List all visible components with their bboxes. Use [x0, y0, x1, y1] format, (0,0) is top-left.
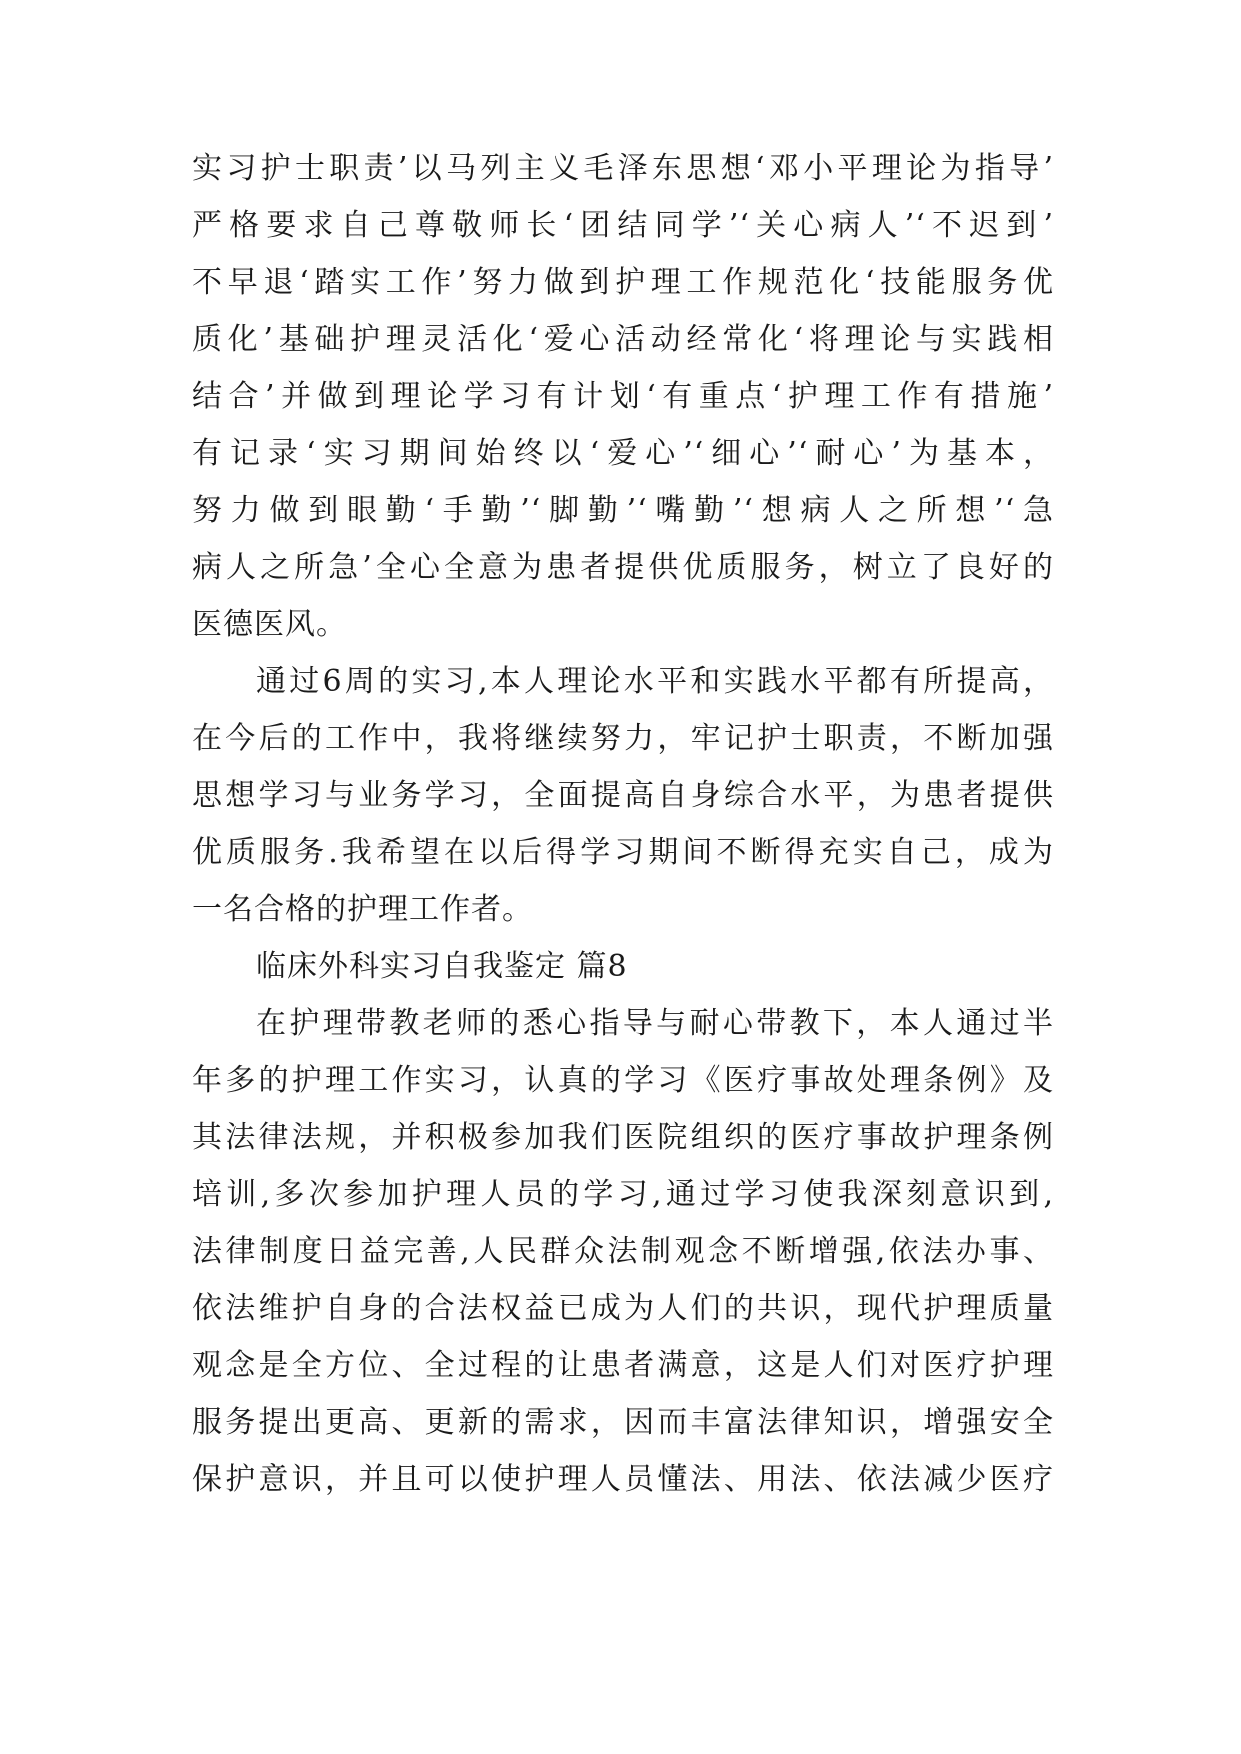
- text-line: 严格要求自己尊敬师长‘团结同学’‘关心病人’‘不迟到’: [192, 208, 1054, 243]
- text-line: 保护意识，并且可以使护理人员懂法、用法、依法减少医疗: [192, 1462, 1054, 1497]
- text-line: 结合’并做到理论学习有计划‘有重点‘护理工作有措施’: [192, 379, 1054, 414]
- text-line: 观念是全方位、全过程的让患者满意，这是人们对医疗护理: [192, 1348, 1054, 1383]
- document-body: [192, 140, 1054, 1508]
- text-line: 医德医风。: [192, 607, 347, 642]
- text-line: 思想学习与业务学习，全面提高自身综合水平，为患者提供: [192, 778, 1054, 813]
- text-line: 实习护士职责’以马列主义毛泽东思想‘邓小平理论为指导’: [192, 151, 1054, 186]
- text-line: 病人之所急’全心全意为患者提供优质服务，树立了良好的: [192, 550, 1054, 585]
- text-line: 优质服务.我希望在以后得学习期间不断得充实自己，成为: [192, 835, 1054, 870]
- text-line: 质化’基础护理灵活化‘爱心活动经常化‘将理论与实践相: [192, 322, 1054, 357]
- text-line: 年多的护理工作实习，认真的学习《医疗事故处理条例》及: [192, 1063, 1054, 1098]
- text-line: 一名合格的护理工作者。: [192, 892, 533, 927]
- text-line: 在护理带教老师的悉心指导与耐心带教下，本人通过半: [256, 1006, 1054, 1041]
- text-line: 有记录‘实习期间始终以‘爱心’‘细心’‘耐心’为基本，: [192, 436, 1054, 471]
- text-line: 努力做到眼勤‘手勤’‘脚勤’‘嘴勤’‘想病人之所想’‘急: [192, 493, 1054, 528]
- text-line: 法律制度日益完善,人民群众法制观念不断增强,依法办事、: [192, 1234, 1054, 1269]
- text-line: 通过6周的实习,本人理论水平和实践水平都有所提高，: [256, 664, 1054, 699]
- text-line: 服务提出更高、更新的需求，因而丰富法律知识，增强安全: [192, 1405, 1054, 1440]
- text-line: 培训,多次参加护理人员的学习,通过学习使我深刻意识到,: [192, 1177, 1054, 1212]
- text-line: 依法维护自身的合法权益已成为人们的共识，现代护理质量: [192, 1291, 1054, 1326]
- text-line: 临床外科实习自我鉴定 篇8: [256, 949, 628, 984]
- text-line: 不早退‘踏实工作’努力做到护理工作规范化‘技能服务优: [192, 265, 1054, 300]
- text-line: 其法律法规，并积极参加我们医院组织的医疗事故护理条例: [192, 1120, 1054, 1155]
- text-line: 在今后的工作中，我将继续努力，牢记护士职责，不断加强: [192, 721, 1054, 756]
